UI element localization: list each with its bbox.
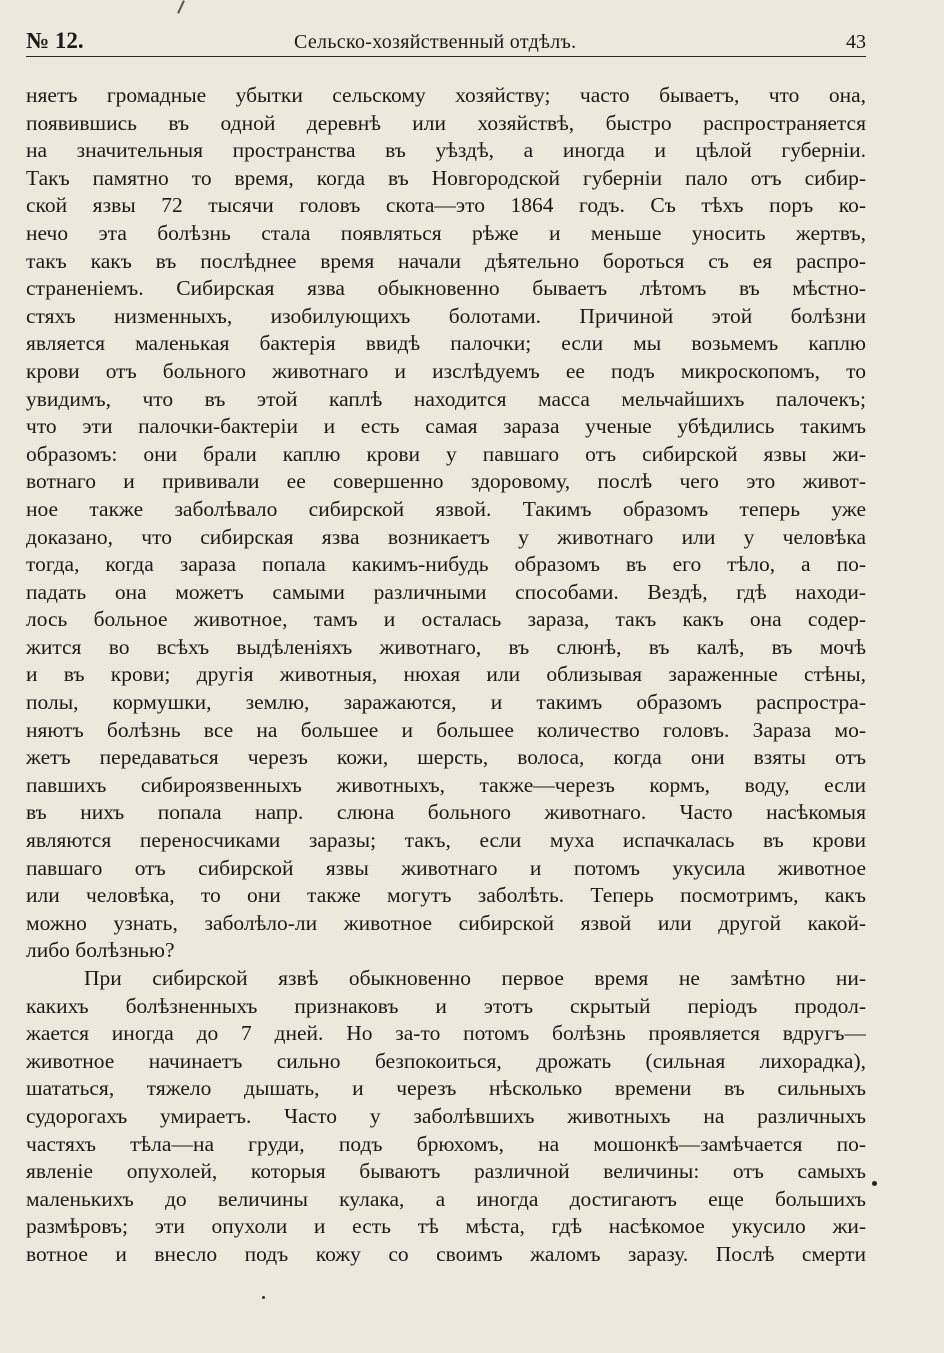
text-line: жится во всѣхъ выдѣленіяхъ животнаго, въ слюнѣ, въ калѣ, въ мочѣ [26, 634, 866, 659]
text-line: въ нихъ попала напр. слюна больного животнаго. Часто насѣкомыя [26, 800, 866, 825]
text-line: что эти палочки-бактеріи и есть самая зараза ученые убѣдились такимъ [26, 414, 866, 439]
paragraph [26, 965, 866, 1269]
text-line: образомъ: они брали каплю крови у павшаго отъ сибирской язвы жи- [26, 441, 866, 466]
text-line: полы, кормушки, землю, заражаются, и такимъ образомъ распростра- [26, 690, 866, 715]
text-line: какихъ болѣзненныхъ признаковъ и этотъ скрытый періодъ продол- [26, 993, 866, 1018]
page-header [26, 24, 866, 57]
ink-speck [262, 1296, 265, 1299]
margin-dot [872, 1181, 877, 1186]
text-line: либо болѣзнью? [26, 938, 175, 963]
text-line: крови отъ больного животнаго и изслѣдуемъ ее подъ микроскопомъ, то [26, 358, 866, 383]
text-line: размѣровъ; эти опухоли и есть тѣ мѣста, гдѣ насѣкомое укусило жи- [26, 1214, 866, 1239]
text-line: нечо эта болѣзнь стала появляться рѣже и меньше уносить жертвъ, [26, 220, 866, 245]
issue-number: № 12. [26, 28, 84, 53]
text-line: маленькихъ до величины кулака, а иногда достигаютъ еще большихъ [26, 1186, 866, 1211]
text-line: явленіе опухолей, которыя бываютъ различной величины: отъ самыхъ [26, 1159, 866, 1184]
text-line: вотнаго и прививали ее совершенно здоровому, послѣ чего это живот- [26, 469, 866, 494]
text-line: ской язвы 72 тысячи головъ скота—это 1864 годъ. Съ тѣхъ поръ ко- [26, 193, 866, 218]
section-title: Сельско-хозяйственный отдѣлъ. [294, 31, 577, 53]
text-line: няетъ громадные убытки сельскому хозяйству; часто бываетъ, что она, [26, 83, 866, 107]
text-line: стяхъ низменныхъ, изобилующихъ болотами. Причиной этой болѣзни [26, 303, 866, 328]
text-line: можно узнать, заболѣло-ли животное сибирской язвой или другой какой- [26, 910, 866, 935]
pen-mark [177, 0, 185, 14]
text-line: вотное и внесло подъ кожу со своимъ жаломъ заразу. Послѣ смерти [26, 1241, 866, 1266]
text-line: шататься, тяжело дышать, и черезъ нѣсколько времени въ сильныхъ [26, 1076, 866, 1101]
text-line: и въ крови; другія животныя, нюхая или облизывая зараженные стѣны, [26, 662, 866, 687]
text-line: няютъ болѣзнь все на большее и большее количество головъ. Зараза мо- [26, 717, 866, 742]
text-line: увидимъ, что въ этой каплѣ находится масса мельчайшихъ палочекъ; [26, 386, 866, 411]
text-line: или человѣка, то они также могутъ заболѣть. Теперь посмотримъ, какъ [26, 883, 866, 908]
text-line: При сибирской язвѣ обыкновенно первое время не замѣтно ни- [84, 966, 866, 990]
text-line: жетъ передаваться черезъ кожи, шерсть, волоса, когда они взяты отъ [26, 745, 866, 770]
text-line: являются переносчиками заразы; такъ, если муха испачкалась въ крови [26, 828, 866, 853]
text-line: лось больное животное, тамъ и осталась зараза, такъ какъ она содер- [26, 607, 866, 632]
text-line: животное начинаетъ сильно безпокоиться, дрожать (сильная лихорадка), [26, 1048, 866, 1073]
paragraph [26, 82, 866, 965]
text-line: Такъ памятно то время, когда въ Новгородской губерніи пало отъ сибир- [26, 165, 866, 190]
text-line: частяхъ тѣла—на груди, подъ брюхомъ, на мошонкѣ—замѣчается по- [26, 1131, 866, 1156]
text-line: такъ какъ въ послѣднее время начали дѣятельно бороться съ ея распро- [26, 248, 866, 273]
body-text [26, 82, 866, 1269]
text-line: доказано, что сибирская язва возникаетъ у животнаго или у человѣка [26, 524, 866, 549]
text-line: на значительныя пространства въ уѣздѣ, а иногда и цѣлой губерніи. [26, 138, 866, 163]
text-line: жается иногда до 7 дней. Но за-то потомъ болѣзнь проявляется вдругъ— [26, 1021, 866, 1046]
text-line: ное также заболѣвало сибирской язвой. Такимъ образомъ теперь уже [26, 496, 866, 521]
text-line: является маленькая бактерія ввидѣ палочки; если мы возьмемъ каплю [26, 331, 866, 356]
text-line: тогда, когда зараза попала какимъ-нибудь образомъ въ его тѣло, а по- [26, 552, 866, 577]
text-line: павшихъ сибироязвенныхъ животныхъ, также—черезъ кормъ, воду, если [26, 772, 866, 797]
text-line: страненіемъ. Сибирская язва обыкновенно бываетъ лѣтомъ въ мѣстно- [26, 276, 866, 301]
text-line: судорогахъ умираетъ. Часто у заболѣвшихъ животныхъ на различныхъ [26, 1103, 866, 1128]
text-line: падать она можетъ самыми различными способами. Вездѣ, гдѣ находи- [26, 579, 866, 604]
page-number: 43 [846, 31, 866, 53]
text-line: павшаго отъ сибирской язвы животнаго и потомъ укусила животное [26, 855, 866, 880]
text-line: появившись въ одной деревнѣ или хозяйствѣ, быстро распространяется [26, 110, 866, 135]
